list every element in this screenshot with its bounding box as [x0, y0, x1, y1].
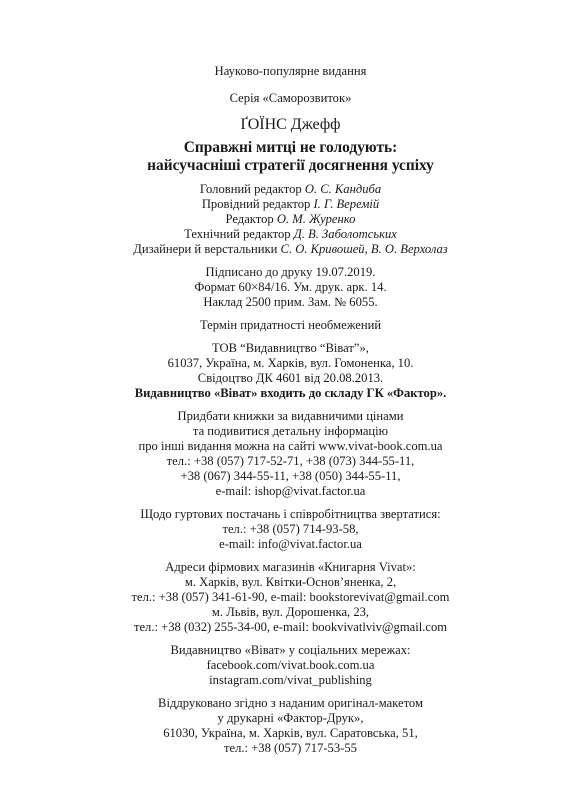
wholesale-phone: тел.: +38 (057) 714-93-58,: [222, 522, 359, 536]
social-facebook: facebook.com/vivat.book.com.ua: [206, 658, 375, 672]
book-title-line-2: найсучасніші стратегії досягнення успіху: [147, 157, 434, 174]
buy-phones-2: +38 (067) 344-55-11, +38 (050) 344-55-11,: [180, 469, 401, 483]
printed-line-2: у друкарні «Фактор-Друк»,: [217, 711, 364, 725]
genre: Науково-популярне видання: [214, 64, 367, 78]
credit-role: Головний редактор: [199, 182, 305, 196]
buy-website: про інші видання можна на сайті www.vivat-book.com.ua: [138, 439, 443, 453]
author: ҐОЇНС Джефф: [240, 116, 341, 133]
printed-address: 61030, Україна, м. Харків, вул. Саратовська, 51,: [163, 726, 418, 740]
credit-name: О. М. Журенко: [276, 212, 356, 226]
credit-name: О. С. Кандиба: [304, 182, 382, 196]
social-heading: Видавництво «Віват» у соціальних мережах:: [170, 643, 411, 657]
credit-role: Провідний редактор: [201, 197, 314, 211]
series: Серія «Саморозвиток»: [229, 91, 352, 105]
buy-email: e-mail: ishop@vivat.factor.ua: [215, 484, 366, 498]
store-kharkiv-contacts: тел.: +38 (057) 341-61-90, e-mail: bookstorevivat@gmail.com: [131, 590, 450, 604]
buy-phones-1: тел.: +38 (057) 717-52-71, +38 (073) 344-55-11,: [166, 454, 415, 468]
credit-editor: [0, 212, 581, 227]
publisher-group: Видавництво «Віват» входить до складу ГК «Фактор».: [134, 386, 447, 400]
stores-heading: Адреси фірмових магазинів «Книгарня Vivat»:: [165, 560, 416, 574]
credit-lead-editor: [0, 197, 581, 212]
credit-role: Дизайнери й верстальники: [133, 242, 281, 256]
store-lviv-contacts: тел.: +38 (032) 255-34-00, e-mail: bookvivatlviv@gmail.com: [133, 620, 448, 634]
credit-name: І. Г. Веремій: [313, 197, 380, 211]
printed-line-1: Віддруковано згідно з наданим оригінал-макетом: [158, 696, 423, 710]
credit-designers: [0, 242, 581, 257]
publisher-certificate: Свідоцтво ДК 4601 від 20.08.2013.: [197, 371, 384, 385]
credit-role: Технічний редактор: [184, 227, 294, 241]
publisher-name: ТОВ “Видавництво “Віват”»,: [212, 341, 369, 355]
print-signed: Підписано до друку 19.07.2019.: [205, 265, 376, 279]
social-instagram: instagram.com/vivat_publishing: [209, 673, 372, 687]
print-run: Наклад 2500 прим. Зам. № 6055.: [203, 295, 378, 309]
book-title-line-1: Справжні митці не голодують:: [183, 139, 398, 156]
shelf-life: Термін придатності необмежений: [199, 318, 382, 332]
credit-name: Д. В. Заболотських: [293, 227, 397, 241]
credit-chief-editor: [0, 182, 581, 197]
printed-phone: тел.: +38 (057) 717-53-55: [224, 741, 357, 755]
credit-tech-editor: [0, 227, 581, 242]
credit-name: С. О. Кривошей, В. О. Верхолаз: [280, 242, 448, 256]
store-lviv-address: м. Львів, вул. Дорошенка, 23,: [211, 605, 370, 619]
store-kharkiv-address: м. Харків, вул. Квітки-Основ’яненка, 2,: [184, 575, 397, 589]
publisher-address: 61037, Україна, м. Харків, вул. Гомоненка, 10.: [167, 356, 414, 370]
wholesale-heading: Щодо гуртових постачань і співробітництва звертатися:: [140, 507, 441, 521]
print-format: Формат 60×84/16. Ум. друк. арк. 14.: [194, 280, 387, 294]
credit-role: Редактор: [225, 212, 277, 226]
buy-line-1: Придбати книжки за видавничими цінами: [177, 409, 404, 423]
buy-line-2: та подивитися детальну інформацію: [192, 424, 389, 438]
wholesale-email: e-mail: info@vivat.factor.ua: [219, 537, 362, 551]
